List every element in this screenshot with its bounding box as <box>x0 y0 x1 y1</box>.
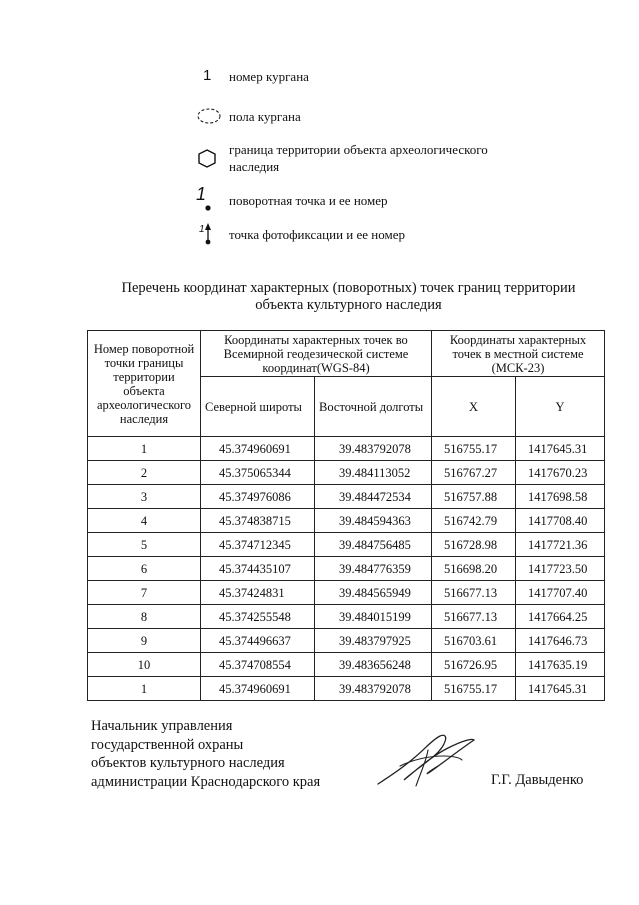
cell-point-number: 10 <box>88 653 201 677</box>
cell-longitude: 39.484756485 <box>315 533 432 557</box>
list-title-line-1: Перечень координат характерных (поворотных) точек границ территории <box>121 280 576 296</box>
cell-latitude: 45.374496637 <box>201 629 315 653</box>
cell-y: 1417723.50 <box>516 557 605 581</box>
header-x: X <box>432 377 516 437</box>
legend-text-boundary-1: граница территории объекта археологического <box>229 142 488 157</box>
cell-longitude: 39.484565949 <box>315 581 432 605</box>
header-point-number: Номер поворотной точки границы территории объекта археологического наследия <box>88 331 201 437</box>
table-row <box>88 557 605 581</box>
cell-y: 1417645.31 <box>516 437 605 461</box>
kurgan-number-glyph: 1 <box>203 67 212 84</box>
turning-point-glyph: 1 <box>196 184 207 204</box>
cell-point-number: 9 <box>88 629 201 653</box>
cell-latitude: 45.374976086 <box>201 485 315 509</box>
hexagon-icon <box>196 147 226 171</box>
legend-photo-point <box>196 220 406 248</box>
table-row <box>88 629 605 653</box>
legend-text-kurgan-number: номер кургана <box>229 69 309 84</box>
table-row <box>88 437 605 461</box>
signatory-line-3: объектов культурного наследия <box>91 755 285 771</box>
legend-turning-point <box>196 184 388 214</box>
cell-point-number: 3 <box>88 485 201 509</box>
cell-point-number: 6 <box>88 557 201 581</box>
turning-point-icon <box>196 184 226 211</box>
legend-kurgan-field <box>196 104 301 128</box>
cell-point-number: 7 <box>88 581 201 605</box>
legend-text-turning-point: поворотная точка и ее номер <box>229 193 388 208</box>
cell-latitude: 45.374255548 <box>201 605 315 629</box>
legend-text-boundary-2: наследия <box>229 159 280 174</box>
table-row <box>88 509 605 533</box>
cell-x: 516703.61 <box>432 629 516 653</box>
table-row <box>88 605 605 629</box>
cell-longitude: 39.484015199 <box>315 605 432 629</box>
legend-text-photo-point: точка фотофиксации и ее номер <box>229 227 406 242</box>
cell-point-number: 1 <box>88 437 201 461</box>
cell-x: 516698.20 <box>432 557 516 581</box>
table-row <box>88 485 605 509</box>
cell-longitude: 39.483797925 <box>315 629 432 653</box>
header-msk23: Координаты характерных точек в местной системе (МСК-23) <box>432 331 605 377</box>
header-y: Y <box>516 377 605 437</box>
cell-longitude: 39.483656248 <box>315 653 432 677</box>
cell-longitude: 39.484594363 <box>315 509 432 533</box>
cell-y: 1417708.40 <box>516 509 605 533</box>
cell-x: 516757.88 <box>432 485 516 509</box>
table-body <box>88 437 605 701</box>
table-row <box>88 461 605 485</box>
cell-longitude: 39.484776359 <box>315 557 432 581</box>
list-title <box>96 280 601 314</box>
cell-latitude: 45.375065344 <box>201 461 315 485</box>
table-row <box>88 533 605 557</box>
cell-longitude: 39.483792078 <box>315 677 432 701</box>
cell-y: 1417664.25 <box>516 605 605 629</box>
cell-longitude: 39.484472534 <box>315 485 432 509</box>
cell-latitude: 45.374960691 <box>201 437 315 461</box>
signatory-position <box>91 717 320 791</box>
table-row <box>88 653 605 677</box>
signatory-line-4: администрации Краснодарского края <box>91 773 321 790</box>
cell-x: 516726.95 <box>432 653 516 677</box>
cell-y: 1417645.31 <box>516 677 605 701</box>
table-row <box>88 677 605 701</box>
signer-name: Г.Г. Давыденко <box>491 772 584 788</box>
cell-y: 1417721.36 <box>516 533 605 557</box>
cell-longitude: 39.484113052 <box>315 461 432 485</box>
cell-y: 1417670.23 <box>516 461 605 485</box>
cell-x: 516728.98 <box>432 533 516 557</box>
coordinates-table <box>87 330 605 701</box>
handwritten-signature <box>370 726 480 801</box>
cell-point-number: 1 <box>88 677 201 701</box>
cell-latitude: 45.374838715 <box>201 509 315 533</box>
cell-point-number: 5 <box>88 533 201 557</box>
cell-point-number: 2 <box>88 461 201 485</box>
cell-x: 516767.27 <box>432 461 516 485</box>
cell-latitude: 45.374712345 <box>201 533 315 557</box>
legend-text-kurgan-field: пола кургана <box>229 109 301 124</box>
cell-point-number: 8 <box>88 605 201 629</box>
header-latitude: Северной широты <box>201 377 315 437</box>
cell-x: 516677.13 <box>432 581 516 605</box>
cell-x: 516742.79 <box>432 509 516 533</box>
photo-point-icon <box>196 222 226 246</box>
photo-point-glyph: 1 <box>199 224 205 235</box>
cell-y: 1417635.19 <box>516 653 605 677</box>
cell-y: 1417698.58 <box>516 485 605 509</box>
legend-boundary <box>196 141 488 177</box>
cell-latitude: 45.374708554 <box>201 653 315 677</box>
signatory-line-2: государственной охраны <box>91 736 244 753</box>
cell-point-number: 4 <box>88 509 201 533</box>
header-wgs84: Координаты характерных точек во Всемирной геодезической системе координат(WGS-84) <box>201 331 432 377</box>
header-longitude: Восточной долготы <box>315 377 432 437</box>
cell-x: 516755.17 <box>432 437 516 461</box>
cell-x: 516677.13 <box>432 605 516 629</box>
cell-latitude: 45.374435107 <box>201 557 315 581</box>
kurgan-number-icon <box>196 65 226 89</box>
cell-x: 516755.17 <box>432 677 516 701</box>
table-row <box>88 581 605 605</box>
cell-latitude: 45.374960691 <box>201 677 315 701</box>
cell-y: 1417707.40 <box>516 581 605 605</box>
signatory-line-1: Начальник управления <box>91 718 233 734</box>
legend-kurgan-number <box>196 65 309 89</box>
cell-latitude: 45.37424831 <box>201 581 315 605</box>
dashed-ellipse-icon <box>196 104 226 128</box>
cell-longitude: 39.483792078 <box>315 437 432 461</box>
cell-y: 1417646.73 <box>516 629 605 653</box>
list-title-line-2: объекта культурного наследия <box>255 297 442 313</box>
